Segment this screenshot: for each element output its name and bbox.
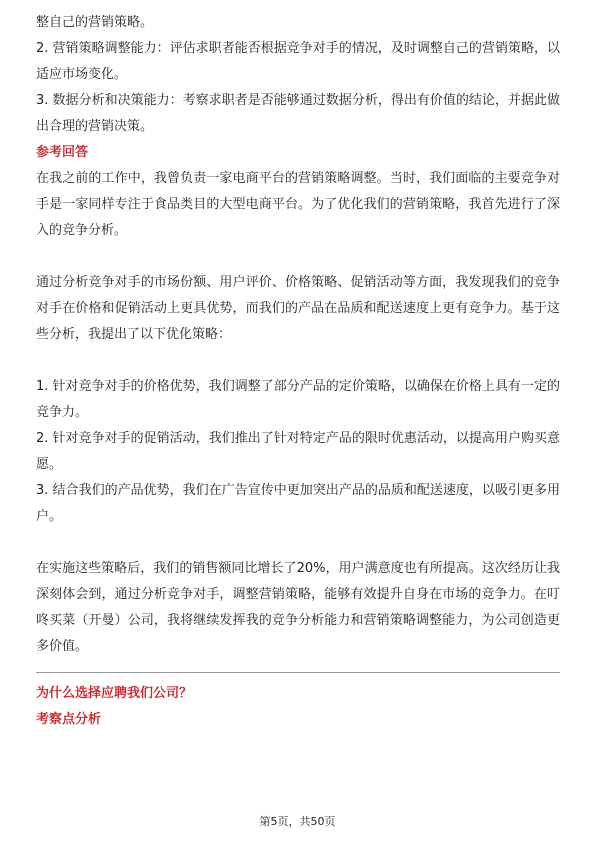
analysis-sub-heading: 考察点分析 [36, 712, 102, 727]
paragraph-gap [36, 348, 560, 374]
strategy-item-1: 1. 针对竞争对手的价格优势，我们调整了部分产品的定价策略，以确保在价格上具有一定的竞争力。 [36, 379, 560, 420]
evaluation-point-2: 2. 营销策略调整能力：评估求职者能否根据竞争对手的情况，及时调整自己的营销策略，以适应市场变化。 [36, 41, 560, 82]
answer-heading: 参考回答 [36, 145, 89, 160]
strategy-item-3: 3. 结合我们的产品优势，我们在广告宣传中更加突出产品的品质和配送速度，以吸引更多用户。 [36, 483, 560, 524]
continued-text: 整自己的营销策略。 [36, 15, 154, 30]
section-divider [36, 672, 560, 673]
answer-result-paragraph: 在实施这些策略后，我们的销售额同比增长了20%，用户满意度也有所提高。这次经历让我深刻体会到，通过分析竞争对手，调整营销策略，能够有效提升自身在市场的竞争力。在叮咚买菜（开曼）公司，我将继续发挥我的竞争分析能力和营销策略调整能力，为公司创造更多价值。 [36, 561, 560, 654]
paragraph-gap [36, 530, 560, 556]
answer-analysis-paragraph: 通过分析竞争对手的市场份额、用户评价、价格策略、促销活动等方面，我发现我们的竞争对手在价格和促销活动上更具优势，而我们的产品在品质和配送速度上更有竞争力。基于这些分析，我提出了以下优化策略： [36, 275, 560, 342]
evaluation-point-3: 3. 数据分析和决策能力：考察求职者是否能够通过数据分析，得出有价值的结论，并据此做出合理的营销决策。 [36, 93, 560, 134]
page-number-footer: 第5页，共50页 [259, 815, 336, 828]
strategy-item-2: 2. 针对竞争对手的促销活动，我们推出了针对特定产品的限时优惠活动，以提高用户购买意愿。 [36, 431, 560, 472]
paragraph-gap [36, 244, 560, 270]
answer-intro-paragraph: 在我之前的工作中，我曾负责一家电商平台的营销策略调整。当时，我们面临的主要竞争对手是一家同样专注于食品类目的大型电商平台。为了优化我们的营销策略，我首先进行了深入的竞争分析。 [36, 171, 560, 238]
next-question-heading: 为什么选择应聘我们公司？ [36, 686, 193, 701]
page-content [36, 10, 560, 733]
